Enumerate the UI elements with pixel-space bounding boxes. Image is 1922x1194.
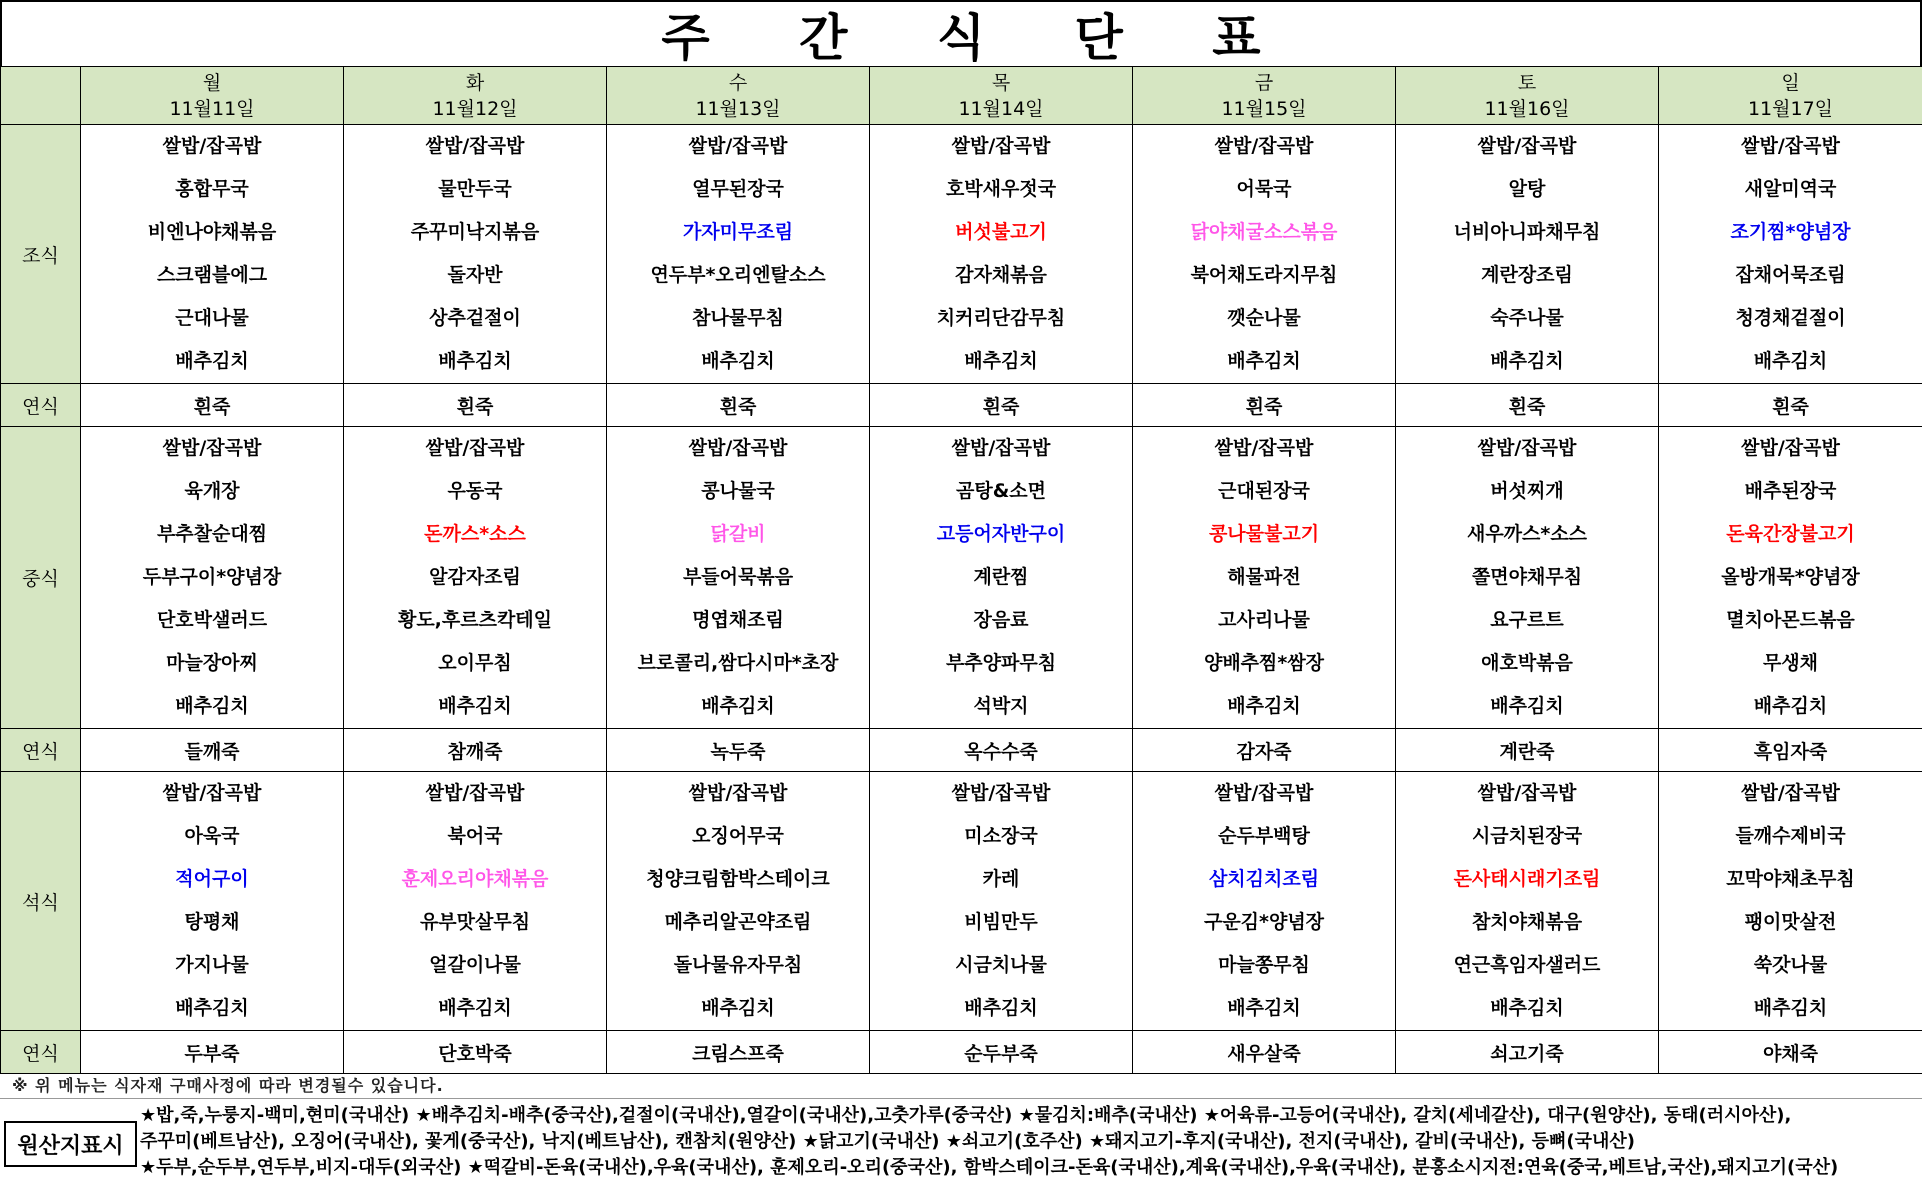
origin-line: 주꾸미(베트남산), 오징어(국내산), 꽃게(중국산), 낙지(베트남산), 캔참치(원양산) ★닭고기(국내산) ★쇠고기(호주산) ★돼지고기-후지(국내산), 전지(국내산), 갈비(국내산), 등뼈(국내산) (140, 1129, 1915, 1155)
snack-item: 크림스프죽 (607, 1031, 870, 1074)
snack-item: 야채죽 (1659, 1031, 1922, 1074)
menu-item: 돌자반 (344, 254, 606, 297)
menu-item: 쌀밥/잡곡밥 (1133, 125, 1395, 168)
menu-item: 너비아니파채무침 (1396, 211, 1658, 254)
lunch-cell (81, 427, 344, 729)
menu-item: 배추김치 (1396, 340, 1658, 383)
menu-item: 숙주나물 (1396, 297, 1658, 340)
lunch-cell (607, 427, 870, 729)
snack-item: 쇠고기죽 (1396, 1031, 1659, 1074)
snack-item: 흰죽 (1659, 384, 1922, 427)
menu-item: 배추김치 (1133, 685, 1395, 728)
menu-item: 쌀밥/잡곡밥 (344, 772, 606, 815)
dinner-cell (1133, 772, 1396, 1031)
day-date: 11월11일 (81, 96, 343, 122)
menu-item: 고사리나물 (1133, 599, 1395, 642)
menu-item: 조기찜*양념장 (1659, 211, 1922, 254)
breakfast-cell (344, 125, 607, 384)
menu-item: 쌀밥/잡곡밥 (1133, 427, 1395, 470)
menu-item: 잡채어묵조림 (1659, 254, 1922, 297)
menu-item: 깻순나물 (1133, 297, 1395, 340)
menu-item: 쌀밥/잡곡밥 (870, 772, 1132, 815)
menu-item: 배추김치 (1133, 340, 1395, 383)
breakfast-label: 조식 (1, 125, 81, 384)
menu-item: 팽이맛살전 (1659, 901, 1922, 944)
menu-item: 홍합무국 (81, 168, 343, 211)
menu-item: 구운김*양념장 (1133, 901, 1395, 944)
menu-item: 상추겉절이 (344, 297, 606, 340)
breakfast-cell (607, 125, 870, 384)
menu-item: 시금치된장국 (1396, 815, 1658, 858)
day-header (344, 67, 607, 125)
snack-item: 단호박죽 (344, 1031, 607, 1074)
menu-item: 쌀밥/잡곡밥 (1396, 125, 1658, 168)
menu-item: 고등어자반구이 (870, 513, 1132, 556)
snack-row (1, 729, 1922, 772)
menu-item: 장음료 (870, 599, 1132, 642)
menu-item: 새알미역국 (1659, 168, 1922, 211)
day-of-week: 일 (1659, 70, 1922, 96)
menu-item: 알탕 (1396, 168, 1658, 211)
day-header-row (1, 67, 1922, 125)
menu-item: 쑥갓나물 (1659, 944, 1922, 987)
menu-item: 돈까스*소스 (344, 513, 606, 556)
menu-item: 가지나물 (81, 944, 343, 987)
day-date: 11월16일 (1396, 96, 1658, 122)
menu-item: 곰탕&소면 (870, 470, 1132, 513)
menu-item: 가자미무조림 (607, 211, 869, 254)
menu-item: 브로콜리,쌈다시마*초장 (607, 642, 869, 685)
menu-item: 꼬막야채초무침 (1659, 858, 1922, 901)
menu-item: 우동국 (344, 470, 606, 513)
lunch-cell (1133, 427, 1396, 729)
menu-item: 배추김치 (607, 340, 869, 383)
menu-item: 근대나물 (81, 297, 343, 340)
menu-item: 북어국 (344, 815, 606, 858)
menu-item: 배추김치 (607, 987, 869, 1030)
menu-item: 황도,후르츠칵테일 (344, 599, 606, 642)
breakfast-cell (1396, 125, 1659, 384)
menu-item: 양배추찜*쌈장 (1133, 642, 1395, 685)
menu-item: 쫄면야채무침 (1396, 556, 1658, 599)
menu-item: 연근흑임자샐러드 (1396, 944, 1658, 987)
day-date: 11월12일 (344, 96, 606, 122)
menu-item: 쌀밥/잡곡밥 (607, 427, 869, 470)
snack-item: 순두부죽 (870, 1031, 1133, 1074)
lunch-cell (870, 427, 1133, 729)
snack-item: 두부죽 (81, 1031, 344, 1074)
menu-item: 단호박샐러드 (81, 599, 343, 642)
menu-item: 청경채겉절이 (1659, 297, 1922, 340)
menu-item: 얼갈이나물 (344, 944, 606, 987)
menu-item: 쌀밥/잡곡밥 (344, 125, 606, 168)
snack-item: 옥수수죽 (870, 729, 1133, 772)
menu-item: 쌀밥/잡곡밥 (1396, 772, 1658, 815)
menu-item: 치커리단감무침 (870, 297, 1132, 340)
snack-item: 흰죽 (1396, 384, 1659, 427)
menu-item: 부추찰순대찜 (81, 513, 343, 556)
breakfast-row (1, 125, 1922, 384)
menu-item: 배추김치 (1396, 987, 1658, 1030)
menu-item: 어묵국 (1133, 168, 1395, 211)
menu-item: 연두부*오리엔탈소스 (607, 254, 869, 297)
snack-label: 연식 (1, 384, 81, 427)
origin-label: 원산지표시 (4, 1121, 137, 1167)
menu-item: 배추김치 (607, 685, 869, 728)
snack-item: 흰죽 (344, 384, 607, 427)
menu-item: 버섯찌개 (1396, 470, 1658, 513)
menu-item: 쌀밥/잡곡밥 (870, 427, 1132, 470)
menu-item: 감자채볶음 (870, 254, 1132, 297)
menu-item: 비엔나야채볶음 (81, 211, 343, 254)
breakfast-cell (1659, 125, 1922, 384)
day-header (1659, 67, 1922, 125)
menu-item: 쌀밥/잡곡밥 (870, 125, 1132, 168)
day-header (607, 67, 870, 125)
menu-item: 쌀밥/잡곡밥 (1659, 427, 1922, 470)
day-of-week: 목 (870, 70, 1132, 96)
snack-row (1, 384, 1922, 427)
menu-item: 닭갈비 (607, 513, 869, 556)
menu-item: 배추김치 (1133, 987, 1395, 1030)
menu-item: 쌀밥/잡곡밥 (81, 125, 343, 168)
menu-item: 들깨수제비국 (1659, 815, 1922, 858)
menu-item: 배추김치 (344, 340, 606, 383)
day-date: 11월14일 (870, 96, 1132, 122)
snack-item: 흰죽 (870, 384, 1133, 427)
dinner-label: 석식 (1, 772, 81, 1031)
menu-item: 배추김치 (870, 987, 1132, 1030)
day-of-week: 월 (81, 70, 343, 96)
dinner-cell (344, 772, 607, 1031)
day-of-week: 화 (344, 70, 606, 96)
menu-item: 삼치김치조림 (1133, 858, 1395, 901)
menu-item: 마늘쫑무침 (1133, 944, 1395, 987)
menu-item: 열무된장국 (607, 168, 869, 211)
dinner-cell (870, 772, 1133, 1031)
menu-item: 배추김치 (344, 987, 606, 1030)
origin-line: ★두부,순두부,연두부,비지-대두(외국산) ★떡갈비-돈육(국내산),우육(국내산), 훈제오리-오리(중국산), 함박스테이크-돈육(국내산),계육(국내산),우육(국내산), 분홍소시지전:연육(중국,베트남,국산),돼지고기(국산) (140, 1155, 1915, 1181)
lunch-cell (1659, 427, 1922, 729)
menu-item: 물만두국 (344, 168, 606, 211)
menu-item: 배추김치 (344, 685, 606, 728)
menu-item: 육개장 (81, 470, 343, 513)
snack-item: 새우살죽 (1133, 1031, 1396, 1074)
menu-item: 근대된장국 (1133, 470, 1395, 513)
menu-item: 부추양파무침 (870, 642, 1132, 685)
snack-label: 연식 (1, 1031, 81, 1074)
menu-item: 참치야채볶음 (1396, 901, 1658, 944)
menu-item: 콩나물불고기 (1133, 513, 1395, 556)
menu-item: 마늘장아찌 (81, 642, 343, 685)
menu-item: 계란찜 (870, 556, 1132, 599)
menu-item: 콩나물국 (607, 470, 869, 513)
menu-item: 미소장국 (870, 815, 1132, 858)
snack-item: 참깨죽 (344, 729, 607, 772)
menu-item: 배추된장국 (1659, 470, 1922, 513)
menu-item: 쌀밥/잡곡밥 (1659, 772, 1922, 815)
day-header (81, 67, 344, 125)
menu-item: 배추김치 (81, 340, 343, 383)
breakfast-cell (1133, 125, 1396, 384)
menu-item: 배추김치 (1396, 685, 1658, 728)
snack-item: 흰죽 (81, 384, 344, 427)
snack-item: 흑임자죽 (1659, 729, 1922, 772)
dinner-row (1, 772, 1922, 1031)
corner-cell (1, 67, 81, 125)
page-title: 주 간 식 단 표 (625, 0, 1296, 70)
menu-item: 쌀밥/잡곡밥 (1659, 125, 1922, 168)
day-header (1396, 67, 1659, 125)
menu-item: 탕평채 (81, 901, 343, 944)
menu-item: 올방개묵*양념장 (1659, 556, 1922, 599)
menu-item: 호박새우젓국 (870, 168, 1132, 211)
menu-item: 석박지 (870, 685, 1132, 728)
lunch-row (1, 427, 1922, 729)
menu-item: 해물파전 (1133, 556, 1395, 599)
snack-item: 들깨죽 (81, 729, 344, 772)
snack-row (1, 1031, 1922, 1074)
menu-item: 닭야채굴소스볶음 (1133, 211, 1395, 254)
menu-item: 주꾸미낙지볶음 (344, 211, 606, 254)
title-bar (0, 0, 1922, 66)
day-header (1133, 67, 1396, 125)
menu-item: 쌀밥/잡곡밥 (607, 772, 869, 815)
snack-item: 흰죽 (607, 384, 870, 427)
day-date: 11월17일 (1659, 96, 1922, 122)
menu-item: 쌀밥/잡곡밥 (607, 125, 869, 168)
snack-item: 감자죽 (1133, 729, 1396, 772)
origin-text (140, 1103, 1915, 1181)
menu-item: 순두부백탕 (1133, 815, 1395, 858)
menu-item: 알감자조림 (344, 556, 606, 599)
menu-item: 배추김치 (1659, 340, 1922, 383)
menu-item: 훈제오리야채볶음 (344, 858, 606, 901)
lunch-cell (1396, 427, 1659, 729)
dinner-cell (1659, 772, 1922, 1031)
menu-item: 배추김치 (81, 685, 343, 728)
menu-item: 배추김치 (81, 987, 343, 1030)
menu-item: 두부구이*양념장 (81, 556, 343, 599)
menu-item: 돈육간장불고기 (1659, 513, 1922, 556)
menu-item: 배추김치 (870, 340, 1132, 383)
menu-item: 쌀밥/잡곡밥 (1133, 772, 1395, 815)
menu-item: 쌀밥/잡곡밥 (81, 427, 343, 470)
snack-item: 흰죽 (1133, 384, 1396, 427)
day-of-week: 토 (1396, 70, 1658, 96)
origin-line: ★밥,죽,누룽지-백미,현미(국내산) ★배추김치-배추(중국산),겉절이(국내산),열갈이(국내산),고춧가루(중국산) ★물김치:배추(국내산) ★어육류-고등어(국내산), 갈치(세네갈산), 대구(원양산), 동태(러시아산), (140, 1103, 1915, 1129)
day-date: 11월15일 (1133, 96, 1395, 122)
dinner-cell (607, 772, 870, 1031)
lunch-label: 중식 (1, 427, 81, 729)
menu-item: 새우까스*소스 (1396, 513, 1658, 556)
menu-item: 버섯불고기 (870, 211, 1132, 254)
day-header (870, 67, 1133, 125)
menu-item: 스크램블에그 (81, 254, 343, 297)
menu-item: 오징어무국 (607, 815, 869, 858)
notice: ※ 위 메뉴는 식자재 구매사정에 따라 변경될수 있습니다. (0, 1074, 1922, 1098)
menu-item: 부들어묵볶음 (607, 556, 869, 599)
snack-item: 녹두죽 (607, 729, 870, 772)
menu-item: 유부맛살무침 (344, 901, 606, 944)
dinner-cell (81, 772, 344, 1031)
menu-item: 비빔만두 (870, 901, 1132, 944)
snack-label: 연식 (1, 729, 81, 772)
menu-item: 돈사태시래기조림 (1396, 858, 1658, 901)
menu-item: 쌀밥/잡곡밥 (1396, 427, 1658, 470)
menu-item: 배추김치 (1659, 987, 1922, 1030)
menu-item: 카레 (870, 858, 1132, 901)
menu-item: 시금치나물 (870, 944, 1132, 987)
menu-item: 명엽채조림 (607, 599, 869, 642)
lunch-cell (344, 427, 607, 729)
menu-item: 북어채도라지무침 (1133, 254, 1395, 297)
menu-table (0, 66, 1922, 1074)
dinner-cell (1396, 772, 1659, 1031)
menu-item: 계란장조림 (1396, 254, 1658, 297)
menu-item: 돌나물유자무침 (607, 944, 869, 987)
menu-item: 청양크림함박스테이크 (607, 858, 869, 901)
menu-item: 오이무침 (344, 642, 606, 685)
menu-item: 배추김치 (1659, 685, 1922, 728)
menu-item: 쌀밥/잡곡밥 (81, 772, 343, 815)
menu-item: 무생채 (1659, 642, 1922, 685)
day-of-week: 금 (1133, 70, 1395, 96)
menu-item: 메추리알곤약조림 (607, 901, 869, 944)
day-of-week: 수 (607, 70, 869, 96)
menu-item: 멸치아몬드볶음 (1659, 599, 1922, 642)
menu-item: 애호박볶음 (1396, 642, 1658, 685)
breakfast-cell (81, 125, 344, 384)
day-date: 11월13일 (607, 96, 869, 122)
menu-item: 참나물무침 (607, 297, 869, 340)
menu-item: 아욱국 (81, 815, 343, 858)
breakfast-cell (870, 125, 1133, 384)
menu-item: 적어구이 (81, 858, 343, 901)
menu-item: 쌀밥/잡곡밥 (344, 427, 606, 470)
snack-item: 계란죽 (1396, 729, 1659, 772)
origin-section (0, 1098, 1922, 1194)
menu-item: 요구르트 (1396, 599, 1658, 642)
